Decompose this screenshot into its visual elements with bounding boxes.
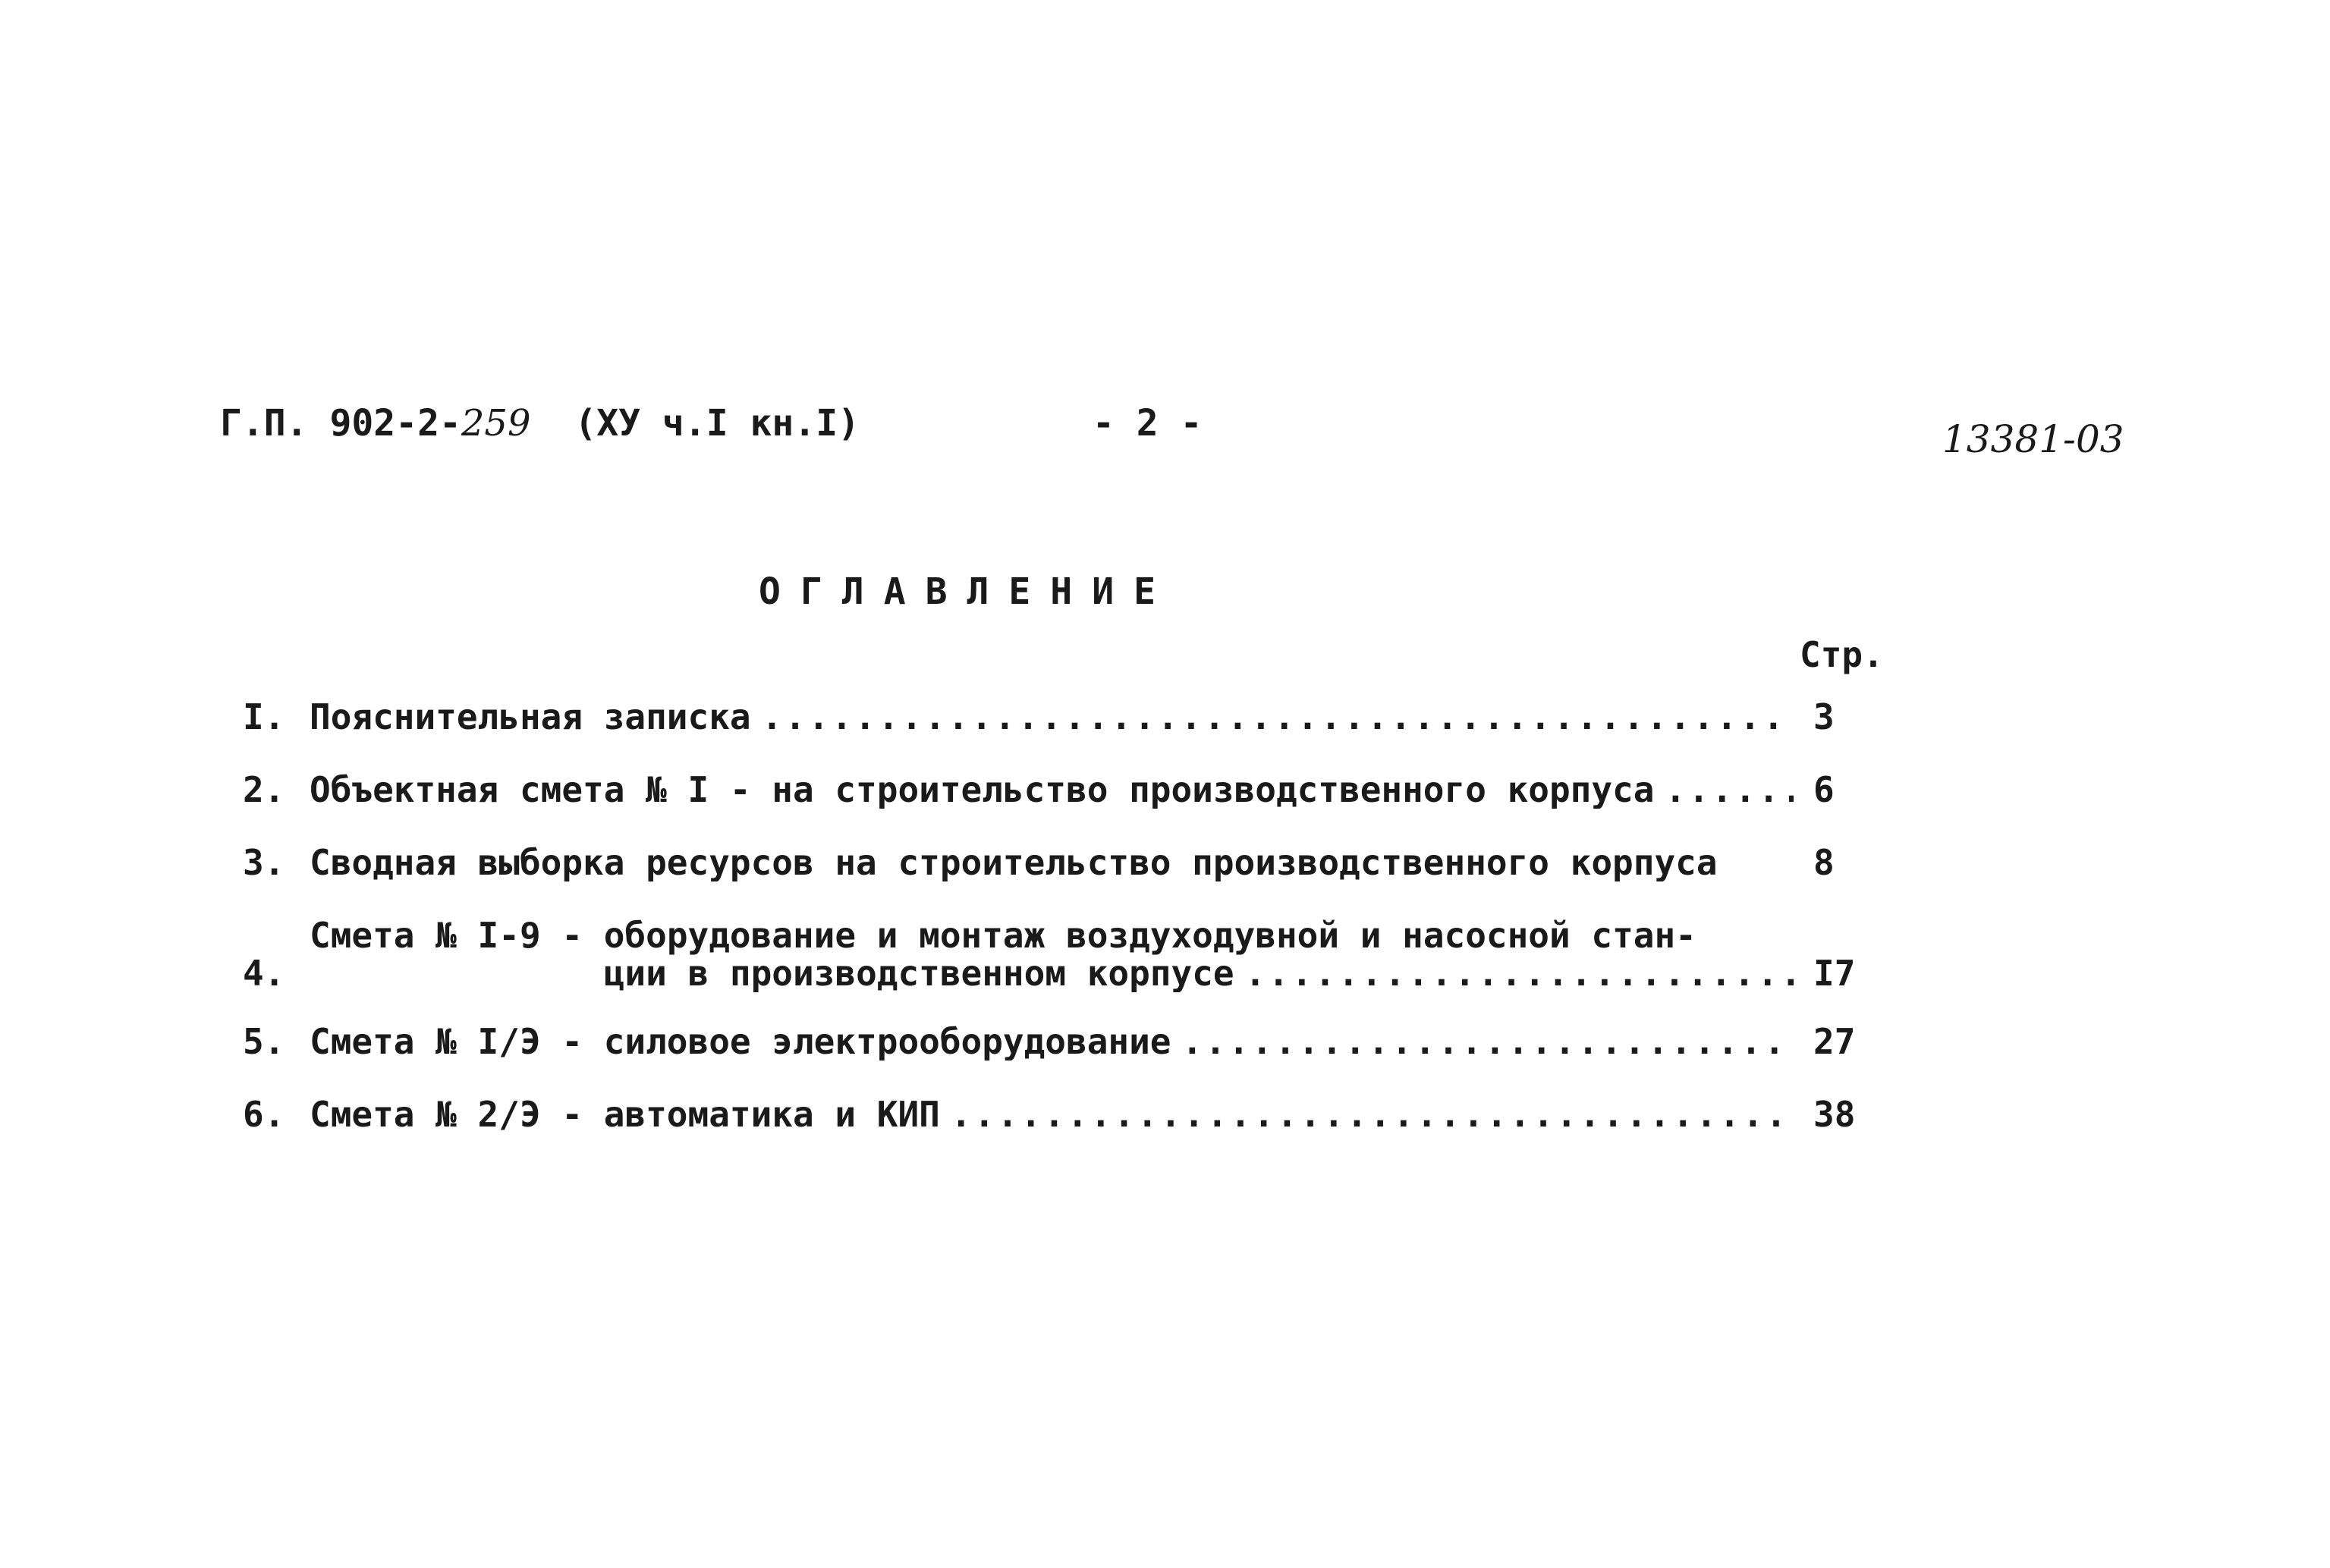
toc-item-text-line2: ции в производственном корпусе [603,953,1234,992]
pages-column-label: Стр. [1800,634,1884,675]
toc-item-text-line1: оборудование и монтаж воздуходувной и насосной стан- [603,916,1696,956]
toc-item-text: Объектная смета № I - на строительство производственного корпуса [310,771,1655,809]
dot-leader [1665,771,1794,809]
toc-item-page: 3 [1813,696,1835,737]
toc-item-number: 5. [243,1021,285,1062]
archive-number: 13381-03 [1942,417,2124,461]
toc-item [243,771,1882,809]
toc-item [243,916,1882,992]
document-code-printed: Г.П. 902-2- [220,402,461,445]
toc-item-number: 2. [243,769,285,810]
toc-item [243,698,1882,736]
dot-leader [1245,954,1794,992]
toc-item [243,844,1882,881]
toc-item-page: 8 [1813,842,1835,883]
toc-item-number: 3. [243,842,285,883]
page-number: - 2 - [1093,402,1203,445]
toc-item-text: Смета № I/Э - силовое электрооборудование [310,1023,1171,1061]
dot-leader [1181,1023,1794,1061]
toc-item-number: 4. [243,953,285,994]
toc-item-number: I. [243,696,285,737]
document-code-suffix: (ХУ ч.I кн.I) [574,402,860,445]
toc-title: ОГЛАВЛЕНИЕ [759,570,1175,613]
toc-item-number: 6. [243,1094,285,1135]
toc-item-text: Сводная выборка ресурсов на строительство производственного корпуса [310,844,1718,881]
toc-list [243,698,1882,1168]
dot-leader [951,1095,1794,1133]
toc-item-text: Смета № 2/Э - автоматика и КИП [310,1095,940,1133]
document-code [220,402,860,445]
dot-leader [762,698,1794,736]
toc-item-page: 6 [1813,769,1835,810]
toc-item-page: 27 [1813,1021,1856,1062]
toc-item [243,1095,1882,1133]
toc-item-page: 38 [1813,1094,1856,1135]
toc-item-page: I7 [1813,953,1856,994]
document-code-handwritten: 259 [461,402,531,445]
toc-item-prefix: Смета № I-9 - [310,916,604,956]
toc-item [243,1023,1882,1061]
toc-item-text: Пояснительная записка [310,698,751,736]
